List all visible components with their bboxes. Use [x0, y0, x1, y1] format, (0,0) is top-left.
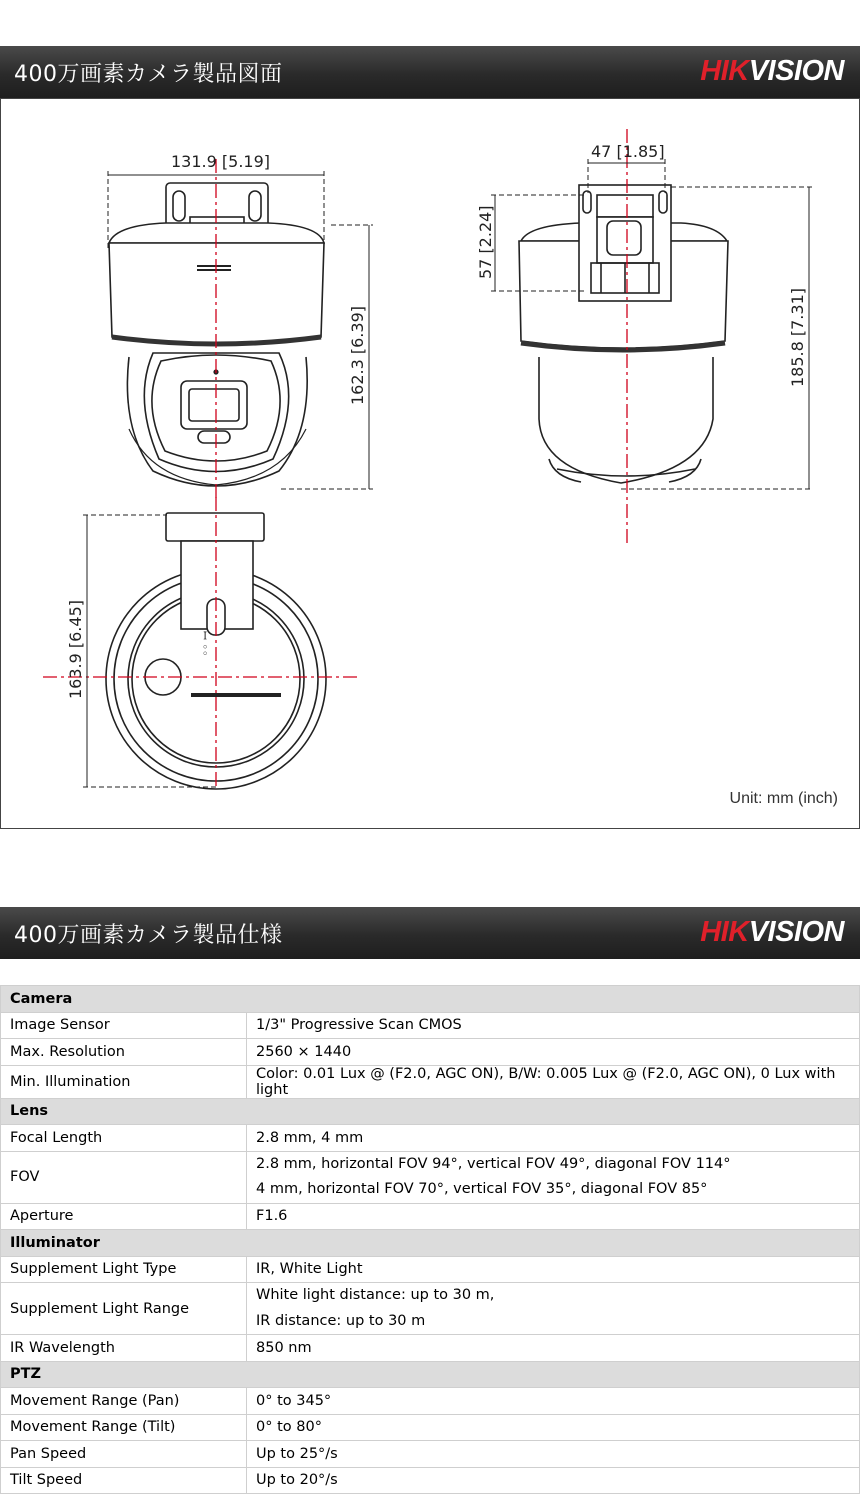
- spec-label: Focal Length: [1, 1125, 247, 1152]
- spec-value: 1/3" Progressive Scan CMOS: [247, 1012, 860, 1039]
- dim-front-height: 162.3 [6.39]: [348, 306, 367, 405]
- table-row: [1, 1151, 860, 1203]
- camera-drawing-svg: [1, 99, 860, 829]
- spec-value: IR, White Light: [247, 1256, 860, 1283]
- product-dimension-drawing: [0, 98, 860, 829]
- dim-bracket-width: 47 [1.85]: [591, 142, 665, 161]
- spec-label: FOV: [1, 1151, 247, 1203]
- spec-label: Tilt Speed: [1, 1467, 247, 1494]
- svg-text:ꟷ ◦◦: ꟷ ◦◦: [198, 631, 211, 657]
- dim-front-width: 131.9 [5.19]: [171, 152, 270, 171]
- spec-value: 2.8 mm, 4 mm: [247, 1125, 860, 1152]
- spec-value: F1.6: [247, 1203, 860, 1230]
- spec-label: Min. Illumination: [1, 1065, 247, 1098]
- drawing-section-title: 400万画素カメラ製品図面: [14, 62, 283, 87]
- spec-section-title: 400万画素カメラ製品仕様: [14, 923, 283, 948]
- category-row: Camera: [1, 986, 860, 1013]
- drawing-section-header: [0, 46, 860, 98]
- table-row: [1, 1065, 860, 1098]
- table-row: [1, 1414, 860, 1441]
- spec-value: Color: 0.01 Lux @ (F2.0, AGC ON), B/W: 0.005 Lux @ (F2.0, AGC ON), 0 Lux with light: [247, 1065, 860, 1098]
- hikvision-logo: HIKVISION: [700, 55, 844, 87]
- table-row: [1, 1388, 860, 1415]
- category-row: PTZ: [1, 1361, 860, 1388]
- spec-value: 850 nm: [247, 1335, 860, 1362]
- category-row: Lens: [1, 1098, 860, 1125]
- table-row: [1, 1203, 860, 1230]
- dim-side-total: 185.8 [7.31]: [788, 288, 807, 387]
- spec-label: Movement Range (Tilt): [1, 1414, 247, 1441]
- spec-value: White light distance: up to 30 m, IR distance: up to 30 m: [247, 1283, 860, 1335]
- table-row: [1, 1467, 860, 1494]
- table-row: [1, 1125, 860, 1152]
- spec-table: [0, 985, 860, 1494]
- spec-value: 0° to 345°: [247, 1388, 860, 1415]
- hikvision-logo: HIKVISION: [700, 916, 844, 948]
- spec-label: Supplement Light Type: [1, 1256, 247, 1283]
- spec-value: Up to 20°/s: [247, 1467, 860, 1494]
- table-row: [1, 1283, 860, 1335]
- side-view: [519, 185, 728, 483]
- table-row: [1, 1441, 860, 1468]
- spec-label: IR Wavelength: [1, 1335, 247, 1362]
- spec-value: Up to 25°/s: [247, 1441, 860, 1468]
- spec-value: 2560 × 1440: [247, 1039, 860, 1066]
- unit-note: Unit: mm (inch): [729, 790, 838, 807]
- spec-label: Max. Resolution: [1, 1039, 247, 1066]
- dim-top-depth: 163.9 [6.45]: [66, 600, 85, 699]
- spec-label: Pan Speed: [1, 1441, 247, 1468]
- spec-label: Image Sensor: [1, 1012, 247, 1039]
- spec-value: 2.8 mm, horizontal FOV 94°, vertical FOV 49°, diagonal FOV 114° 4 mm, horizontal FOV 70°, vertical FOV 35°, diagonal FOV 85°: [247, 1151, 860, 1203]
- table-row: [1, 1012, 860, 1039]
- spec-label: Movement Range (Pan): [1, 1388, 247, 1415]
- table-row: [1, 1039, 860, 1066]
- spec-section-header: [0, 907, 860, 959]
- spec-value: 0° to 80°: [247, 1414, 860, 1441]
- category-row: Illuminator: [1, 1230, 860, 1257]
- dim-bracket-height: 57 [2.24]: [476, 205, 495, 279]
- table-row: [1, 1335, 860, 1362]
- spec-label: Supplement Light Range: [1, 1283, 247, 1335]
- table-row: [1, 1256, 860, 1283]
- spec-label: Aperture: [1, 1203, 247, 1230]
